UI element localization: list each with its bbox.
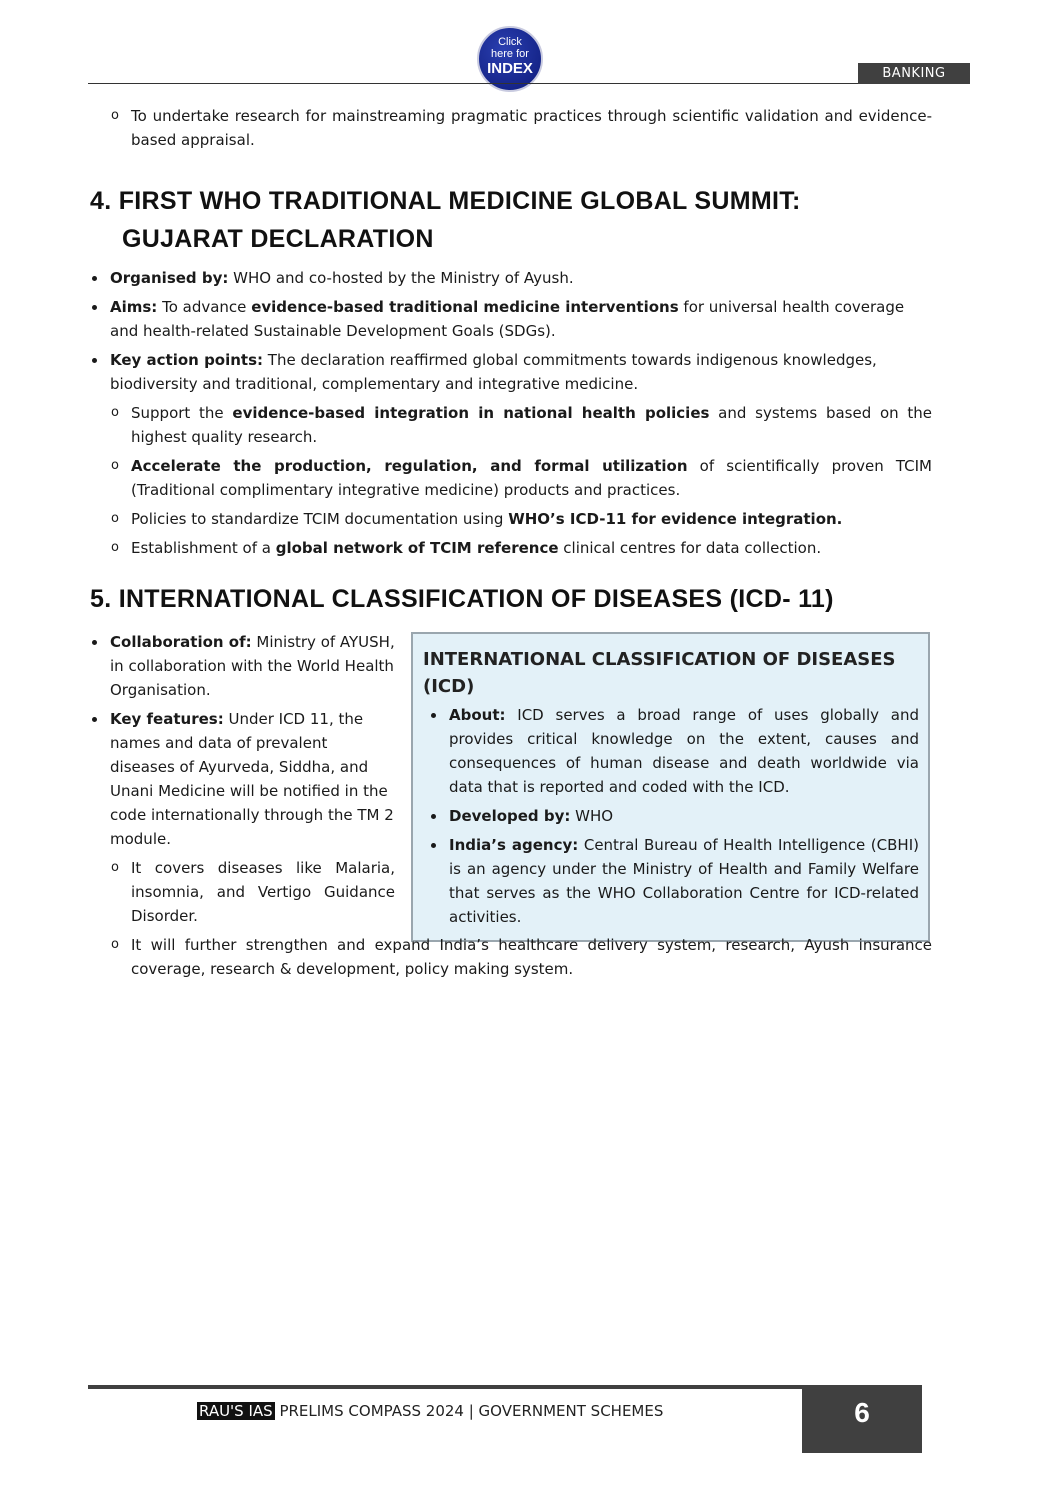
action-point-2 [90, 454, 932, 502]
key-features-label: Key features: [110, 710, 224, 728]
section-5-left-column [90, 630, 395, 928]
section-tag: BANKING [858, 63, 970, 84]
organised-by-text: WHO and co-hosted by the Ministry of Ayush. [228, 269, 574, 287]
aims-emphasis: evidence-based traditional medicine interventions [251, 298, 679, 316]
footer-title: PRELIMS COMPASS 2024 | GOVERNMENT SCHEMES [274, 1402, 664, 1420]
action-point-3 [90, 507, 932, 531]
action-point-3-pre: Policies to standardize TCIM documentation using [131, 510, 509, 528]
icd-developed-label: Developed by: [449, 807, 571, 825]
icd-box-title: INTERNATIONAL CLASSIFICATION OF DISEASES (ICD) [423, 649, 896, 697]
icd-about-label: About: [449, 706, 506, 724]
icd-agency-text: Central Bureau of Health Intelligence (CBHI) is an agency under the Ministry of Health and Family Welfare that serves as the WHO Collaboration Centre for ICD-related activities. [449, 836, 919, 926]
footer-brand: RAU'S IAS [199, 1402, 273, 1420]
action-point-1-post: and systems based on the highest quality research. [131, 404, 933, 446]
header-divider [88, 83, 970, 84]
action-point-2-post: of scientifically proven TCIM (Traditional complimentary integrative medicine) products and practices. [131, 457, 932, 499]
action-point-4 [90, 536, 932, 560]
collaboration-label: Collaboration of: [110, 633, 252, 651]
organised-by-bullet [90, 266, 932, 290]
icd-about-text: ICD serves a broad range of uses globally and provides critical knowledge on the extent, causes and consequences of human disease and death worldwide via data that is reported and coded with the ICD. [449, 706, 919, 796]
icd-sub-point-1: o It covers diseases like Malaria, insomnia, and Vertigo Guidance Disorder. [90, 856, 395, 928]
key-features-text: Under ICD 11, the names and data of prevalent diseases of Ayurveda, Siddha, and Unani Medicine will be notified in the code internationally through the TM 2 module. [110, 710, 394, 848]
key-features-bullet [90, 707, 395, 851]
action-point-2-emphasis: Accelerate the production, regulation, and formal utilization [131, 457, 688, 475]
action-point-3-emphasis: WHO’s ICD-11 for evidence integration. [508, 510, 843, 528]
main-content [90, 104, 932, 986]
section-5-heading: 5. INTERNATIONAL CLASSIFICATION OF DISEASES (ICD- 11) [90, 585, 834, 613]
index-button-line1: Click [498, 36, 522, 48]
collaboration-bullet [90, 630, 395, 702]
index-button-line2: here for [491, 48, 529, 60]
action-point-4-emphasis: global network of TCIM reference [275, 539, 559, 557]
key-action-label: Key action points: [110, 351, 264, 369]
aims-label: Aims: [110, 298, 158, 316]
aims-text-pre: To advance [157, 298, 252, 316]
section-4-title-line2: GUJARAT DECLARATION [122, 225, 434, 253]
footer-divider [88, 1385, 802, 1389]
section-4-title-line1: 4. FIRST WHO TRADITIONAL MEDICINE GLOBAL SUMMIT: [90, 187, 801, 215]
icd-sub-point-2: o It will further strengthen and expand India’s healthcare delivery system, research, Ayush insurance coverage, research & development, policy making system. [90, 933, 932, 981]
action-point-1 [90, 401, 932, 449]
action-point-1-emphasis: evidence-based integration in national health policies [232, 404, 710, 422]
footer-text [197, 1401, 663, 1421]
organised-by-label: Organised by: [110, 269, 229, 287]
aims-bullet [90, 295, 932, 343]
section-5-body [90, 630, 932, 928]
icd-agency-label: India’s agency: [449, 836, 579, 854]
action-point-4-post: clinical centres for data collection. [558, 539, 822, 557]
action-point-4-pre: Establishment of a [131, 539, 276, 557]
section-4-heading [90, 182, 932, 258]
page-number: 6 [802, 1385, 922, 1453]
icd-developed-bullet [429, 804, 919, 828]
key-action-text: The declaration reaffirmed global commitments towards indigenous knowledges, biodiversity and traditional, complementary and integrative medicine. [110, 351, 877, 393]
collaboration-text: Ministry of AYUSH, in collaboration with the World Health Organisation. [110, 633, 395, 699]
icd-developed-text: WHO [570, 807, 614, 825]
aims-text-post: for universal health coverage and health-related Sustainable Development Goals (SDGs). [110, 298, 905, 340]
action-point-1-pre: Support the [131, 404, 233, 422]
key-action-bullet [90, 348, 932, 396]
icd-agency-bullet [429, 833, 919, 929]
intro-sub-point: o To undertake research for mainstreaming pragmatic practices through scientific validation and evidence-based appraisal. [90, 104, 932, 152]
icd-info-box [411, 632, 930, 942]
index-button-label: INDEX [487, 60, 533, 77]
icd-about-bullet [429, 703, 919, 799]
